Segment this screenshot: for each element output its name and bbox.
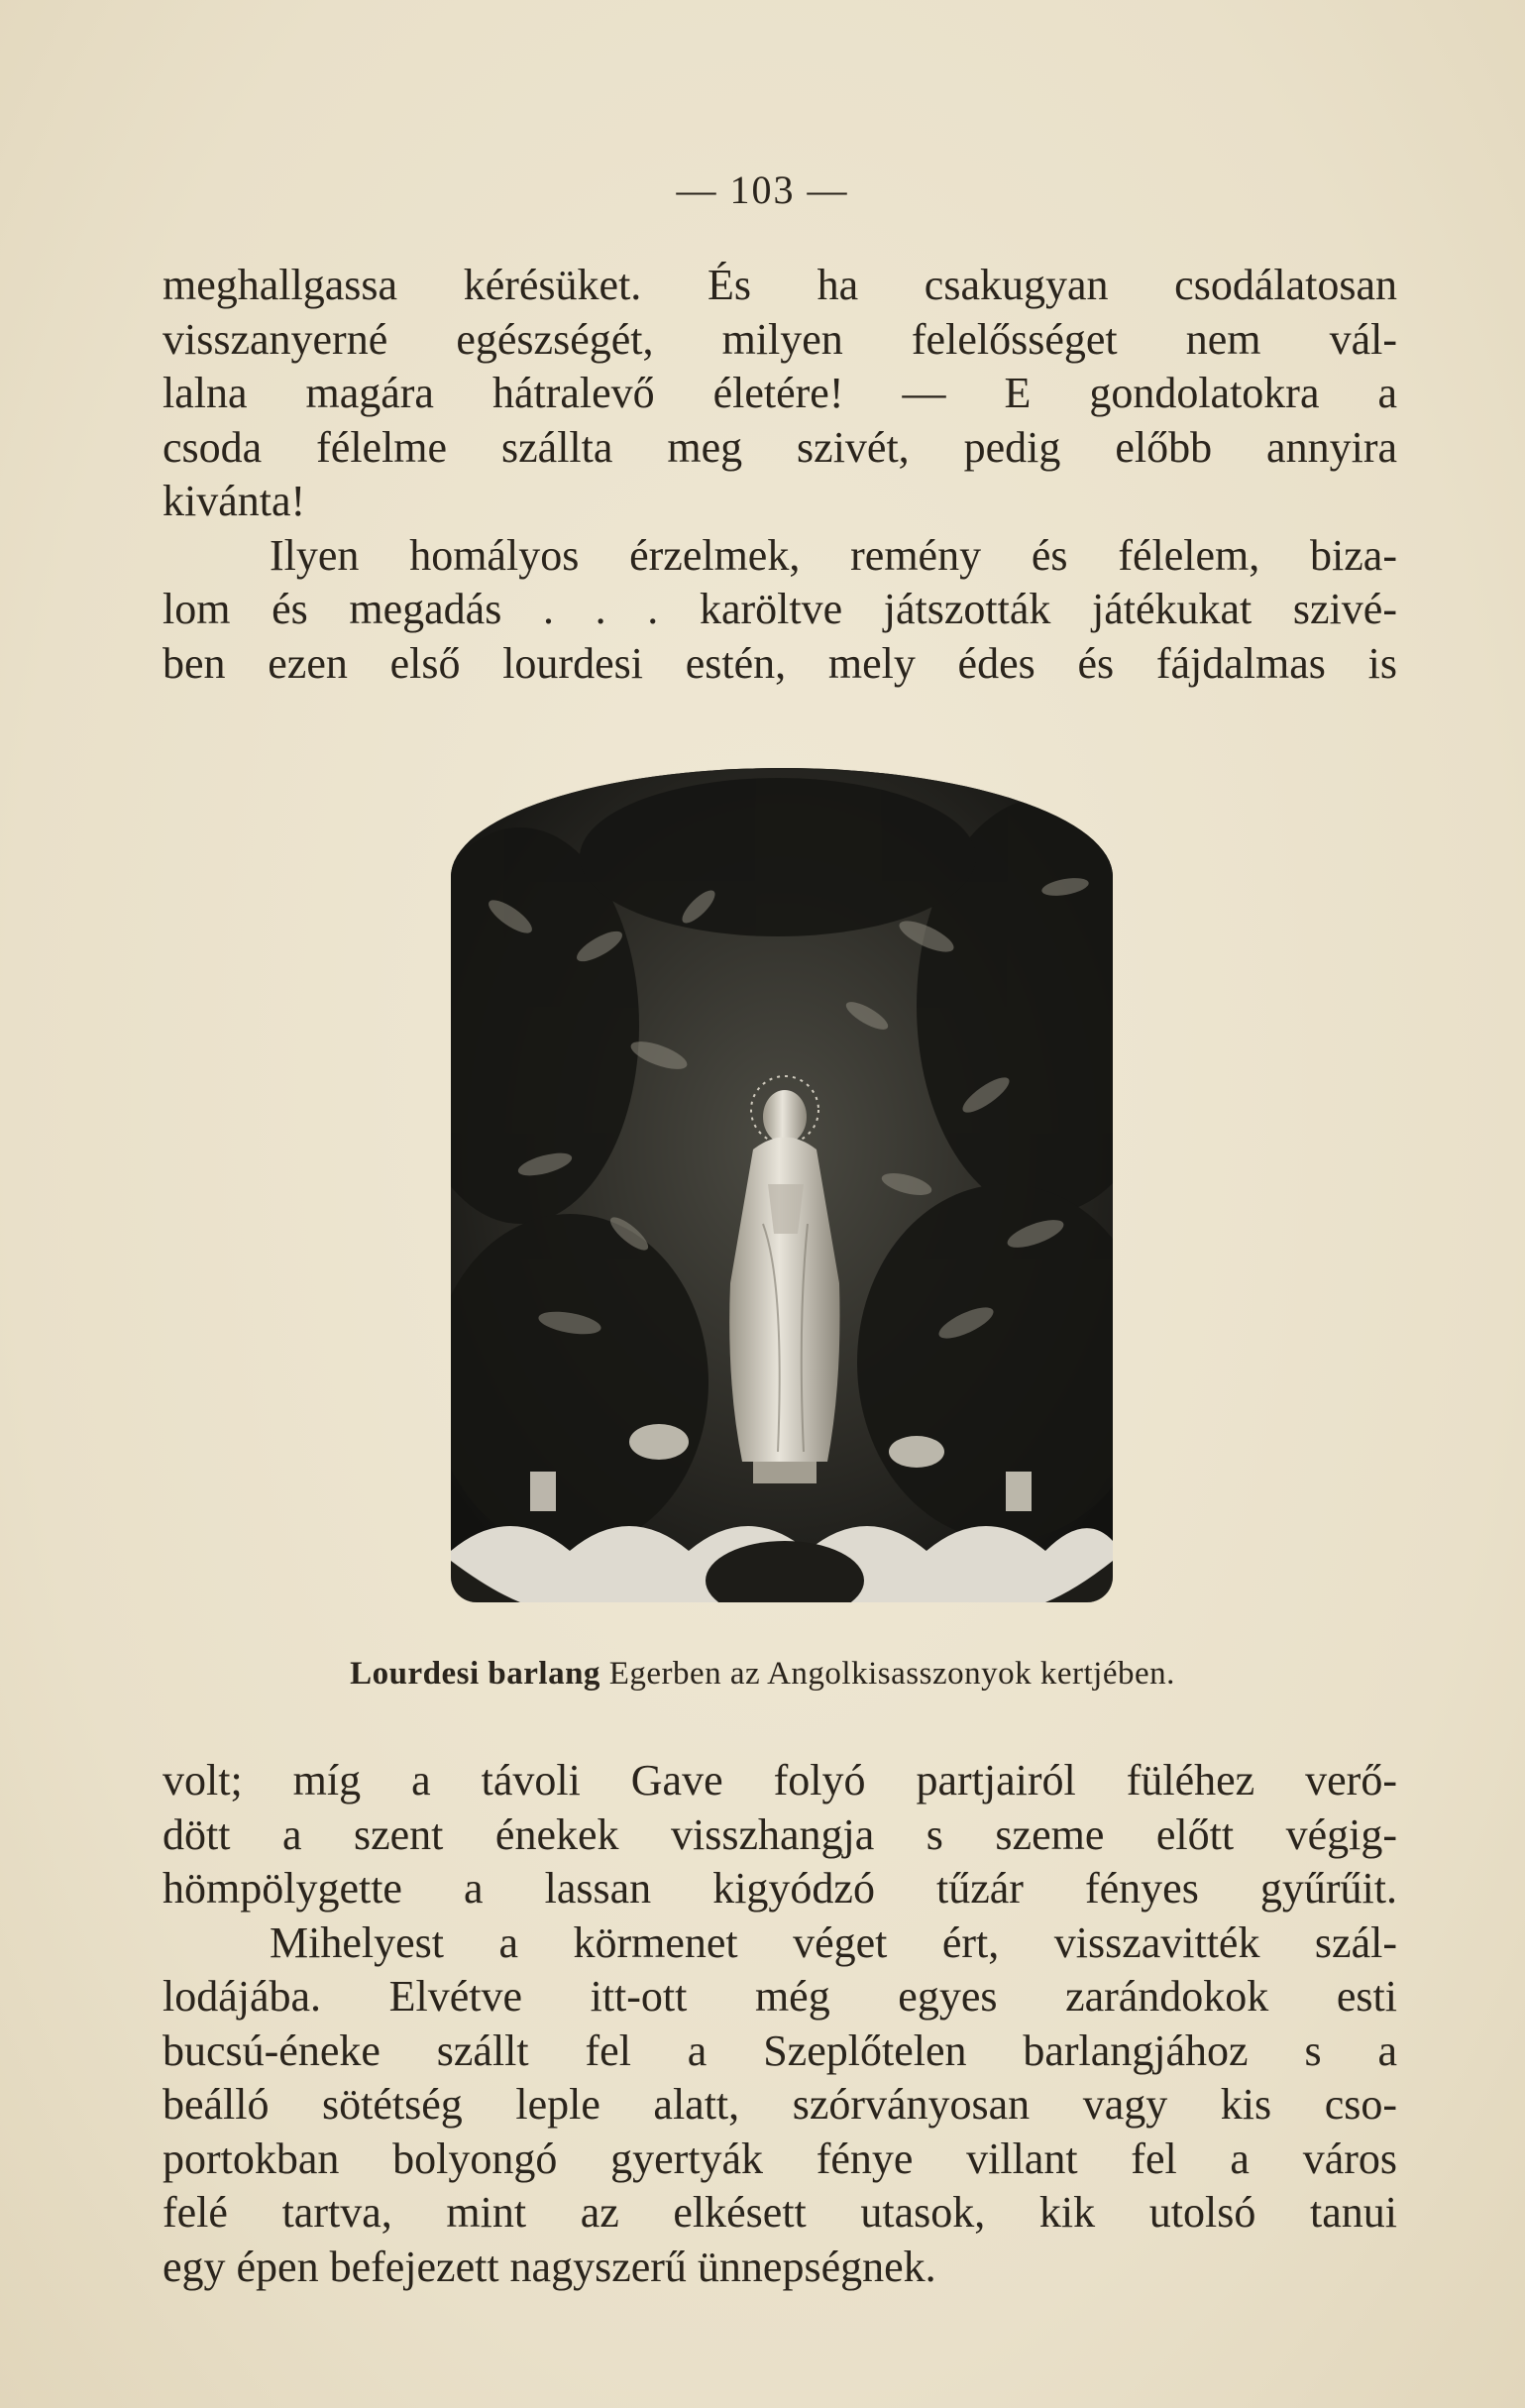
text-line: Mihelyest a körmenet véget ért, visszavitték szál- xyxy=(270,1917,1397,1967)
text-line: Ilyen homályos érzelmek, remény és félelem, biza- xyxy=(270,530,1397,580)
text-line: meghallgassa kérésüket. És ha csakugyan csodálatosan xyxy=(163,261,1397,309)
text-line: ben ezen első lourdesi estén, mely édes és fájdalmas is xyxy=(163,638,1397,688)
text-line: hömpölygette a lassan kigyódzó tűzár fényes gyűrűit. xyxy=(163,1864,1397,1913)
text-line: dött a szent énekek visszhangja s szeme előtt végig- xyxy=(163,1809,1397,1859)
text-line: egy épen befejezett nagyszerű ünnepségnek. xyxy=(163,2242,936,2291)
text-line: lalna magára hátralevő életére! — E gondolatokra a xyxy=(163,369,1397,417)
text-line: lom és megadás . . . karöltve játszották játékukat szivé- xyxy=(163,585,1397,633)
caption-text: Egerben az Angolkisasszonyok kertjében. xyxy=(608,1656,1175,1692)
paragraph-bottom xyxy=(163,1754,1397,2294)
text-line: bucsú-éneke szállt fel a Szeplőtelen barlangjához s a xyxy=(163,2025,1397,2075)
grotto-photograph-image xyxy=(451,768,1113,1602)
paragraph-top xyxy=(163,259,1397,691)
figure-caption xyxy=(0,1656,1525,1693)
text-line: portokban bolyongó gyertyák fénye villant fel a város xyxy=(163,2134,1397,2183)
text-line: felé tartva, mint az elkésett utasok, kik utolsó tanui xyxy=(163,2188,1397,2237)
text-line: volt; míg a távoli Gave folyó partjairól füléhez verő- xyxy=(163,1756,1397,1805)
grotto-photograph xyxy=(451,768,1113,1602)
page-number: — 103 — xyxy=(676,167,849,212)
text-line: beálló sötétség leple alatt, szórványosan vagy kis cso- xyxy=(163,2080,1397,2129)
text-line: visszanyerné egészségét, milyen felelősséget nem vál- xyxy=(163,314,1397,364)
caption-title: Lourdesi barlang xyxy=(350,1656,600,1692)
text-line: lodájába. Elvétve itt-ott még egyes zarándokok esti xyxy=(163,1972,1397,2021)
text-line: csoda félelme szállta meg szivét, pedig előbb annyira xyxy=(163,422,1397,472)
text-line: kivánta! xyxy=(163,477,306,525)
